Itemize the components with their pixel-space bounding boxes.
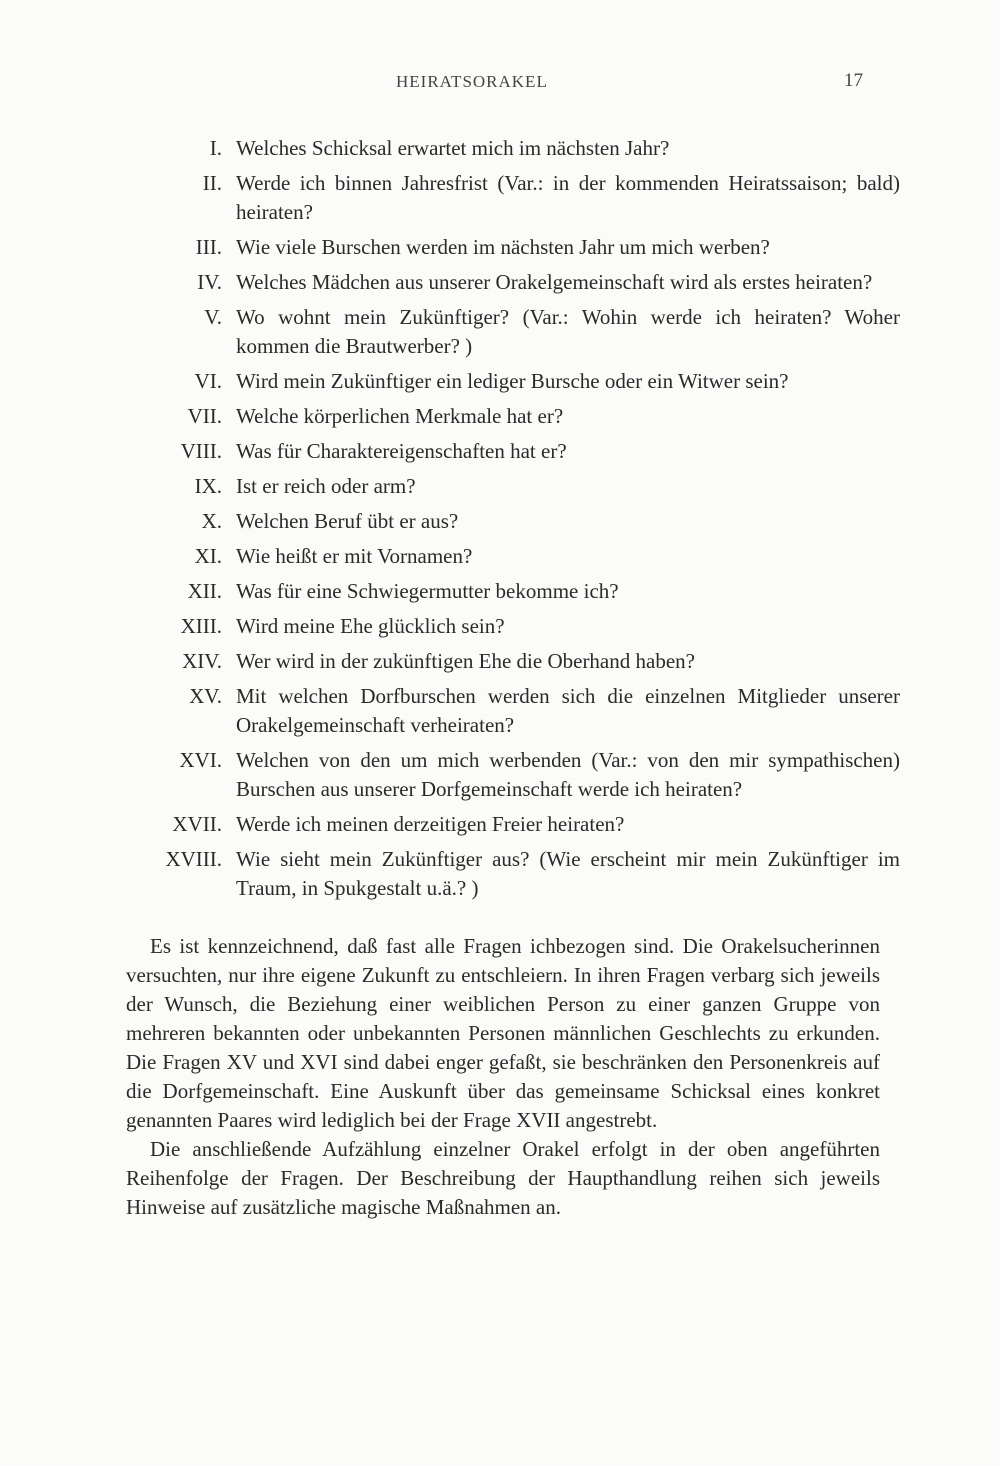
question-text: Wer wird in der zukünftigen Ehe die Oberhand haben? [236,649,695,673]
question-item [140,169,900,227]
question-text: Welche körperlichen Merkmale hat er? [236,404,564,428]
question-text: Mit welchen Dorfburschen werden sich die einzelnen Mitglieder unserer Orakelgemeinschaft verheiraten? [236,684,900,737]
question-text: Ist er reich oder arm? [236,474,416,498]
paragraph: Die anschließende Aufzählung einzelner Orakel erfolgt in der oben angeführten Reihenfolge der Fragen. Der Beschreibung der Haupthandlung reihen sich jeweils Hinweise auf zusätzliche magische Maßnahmen an. [126,1137,880,1219]
question-item [140,268,900,297]
question-number: I. [209,136,222,160]
question-text: Wo wohnt mein Zukünftiger? (Var.: Wohin werde ich heiraten? Woher kommen die Brautwerber? ) [236,305,900,358]
body-text [126,932,880,1222]
question-text: Wird meine Ehe glücklich sein? [236,614,505,638]
question-text: Welchen von den um mich werbenden (Var.: von den mir sympathischen) Burschen aus unserer Dorfgemeinschaft werde ich heiraten? [236,748,900,801]
question-item [140,507,900,536]
question-number: XII. [187,579,222,603]
question-number: II. [202,171,222,195]
question-item [140,402,900,431]
running-head: HEIRATSORAKEL [396,72,548,91]
question-item [140,303,900,361]
paragraph: Es ist kennzeichnend, daß fast alle Fragen ichbezogen sind. Die Orakelsucherinnen versuchten, nur ihre eigene Zukunft zu entschleiern. In ihren Fragen verbarg sich jeweils der Wunsch, die Beziehung einer weiblichen Person zu einer ganzen Gruppe von mehreren bekannten oder unbekannten Personen männlichen Geschlechts zu erkunden. Die Fragen XV und XVI sind dabei enger gefaßt, sie beschränken den Personenkreis auf die Dorfgemeinschaft. Eine Auskunft über das gemeinsame Schicksal eines konkret genannten Paares wird lediglich bei der Frage XVII angestrebt. [126,934,880,1132]
question-item [140,542,900,571]
question-number: XIV. [182,649,222,673]
question-item [140,472,900,501]
question-number: IX. [194,474,222,498]
question-number: VIII. [180,439,222,463]
question-number: X. [201,509,222,533]
question-number: XVIII. [165,847,222,871]
question-list [140,134,900,909]
question-number: XVI. [179,748,222,772]
question-number: III. [195,235,222,259]
question-text: Wie viele Burschen werden im nächsten Jahr um mich werben? [236,235,770,259]
question-text: Welches Schicksal erwartet mich im nächsten Jahr? [236,136,670,160]
question-text: Was für Charaktereigenschaften hat er? [236,439,567,463]
question-item [140,746,900,804]
question-item [140,437,900,466]
question-item [140,682,900,740]
question-item [140,647,900,676]
question-item [140,612,900,641]
question-number: XI. [194,544,222,568]
question-item [140,810,900,839]
question-number: V. [204,305,222,329]
question-text: Wie heißt er mit Vornamen? [236,544,473,568]
question-text: Werde ich binnen Jahresfrist (Var.: in der kommenden Heiratssaison; bald) heiraten? [236,171,900,224]
question-text: Welchen Beruf übt er aus? [236,509,459,533]
question-number: XV. [189,684,222,708]
question-item [140,845,900,903]
question-number: XVII. [172,812,222,836]
question-text: Wie sieht mein Zukünftiger aus? (Wie erscheint mir mein Zukünftiger im Traum, in Spukgestalt u.ä.? ) [236,847,900,900]
page-number: 17 [844,70,863,91]
question-text: Welches Mädchen aus unserer Orakelgemeinschaft wird als erstes heiraten? [236,270,873,294]
question-item [140,367,900,396]
question-text: Wird mein Zukünftiger ein lediger Bursche oder ein Witwer sein? [236,369,789,393]
question-item [140,233,900,262]
question-item [140,134,900,163]
question-item [140,577,900,606]
question-number: VI. [194,369,222,393]
question-number: IV. [197,270,222,294]
question-number: VII. [187,404,222,428]
question-text: Was für eine Schwiegermutter bekomme ich? [236,579,619,603]
question-text: Werde ich meinen derzeitigen Freier heiraten? [236,812,625,836]
question-number: XIII. [180,614,222,638]
